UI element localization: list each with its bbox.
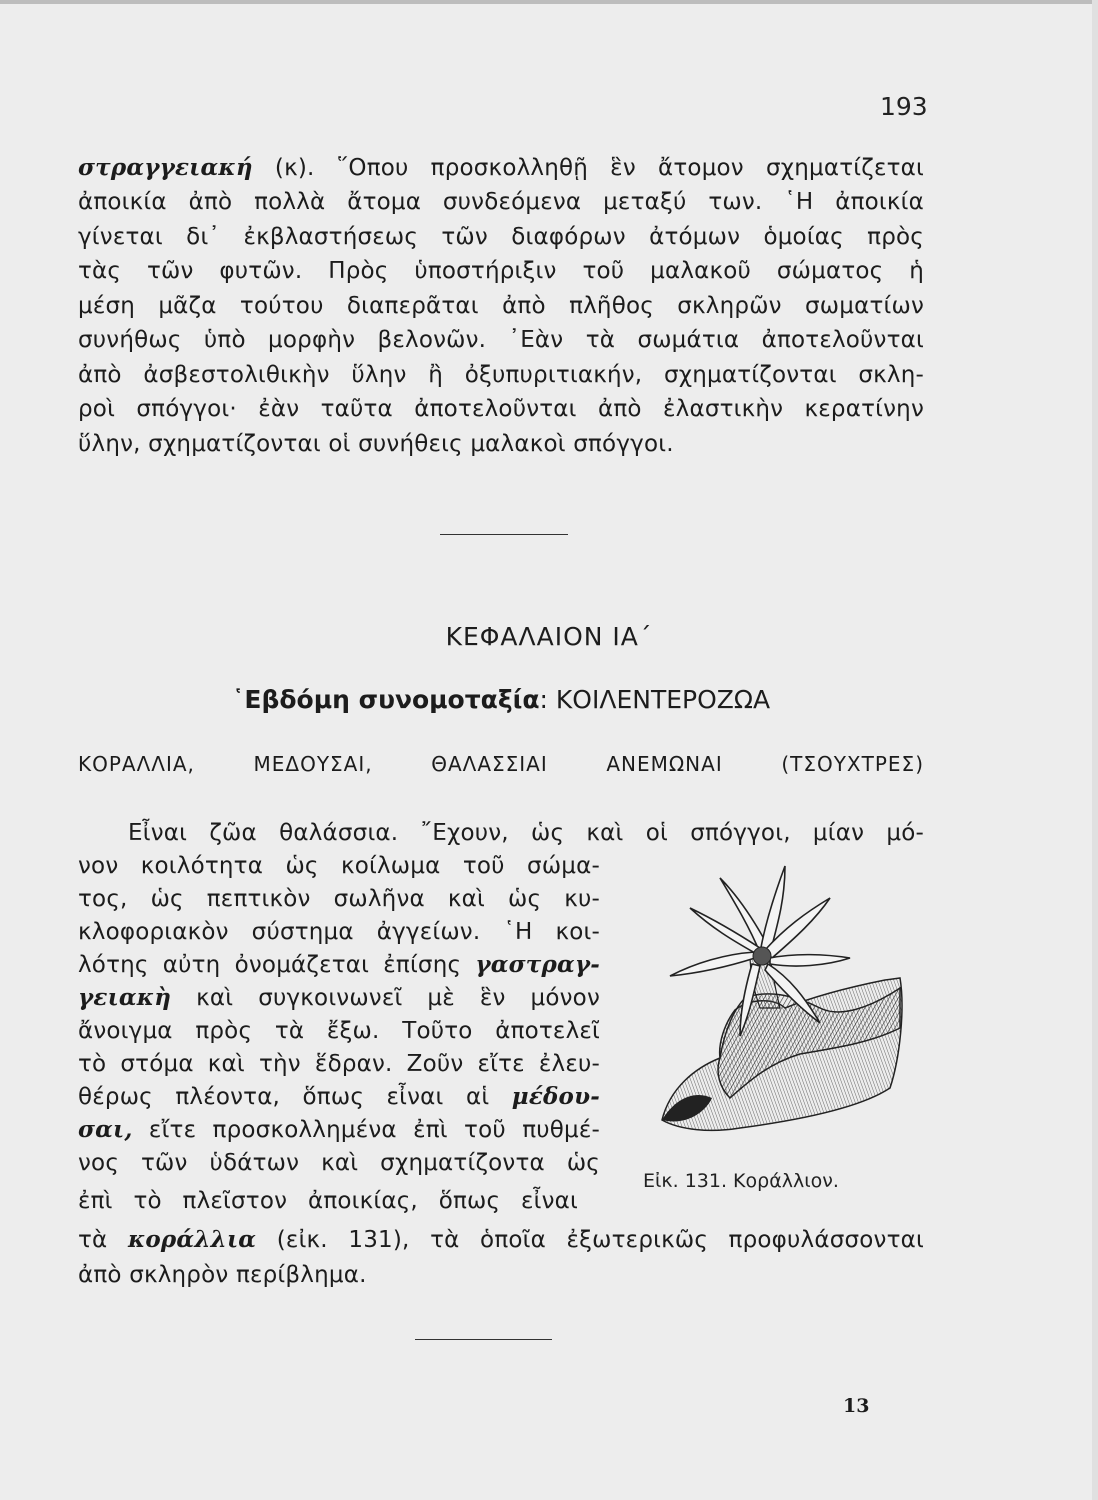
para2-line-8: τὸ στόμα καὶ τὴν ἕδραν. Ζοῦν εἴτε ἐλευ-: [78, 1051, 600, 1077]
para2-line-2: νον κοιλότητα ὡς κοίλωμα τοῦ σώμα-: [78, 853, 600, 879]
page-top-edge: [0, 0, 1098, 4]
para2-line-3: τος, ὡς πεπτικὸν σωλῆνα καὶ ὡς κυ-: [78, 886, 600, 912]
polyp-mouth: [753, 947, 771, 965]
para1-line-8: ροὶ σπόγγοι· ἐὰν ταῦτα ἀποτελοῦνται ἀπὸ ἐλαστικὴν κερατίνην: [78, 396, 924, 422]
para1-line-6: συνήθως ὑπὸ μορφὴν βελονῶν. ᾿Εὰν τὰ σωμάτια ἀποτελοῦνται: [78, 327, 924, 353]
para2-line-6: γειακὴ καὶ συγκοινωνεῖ μὲ ἓν μόνον: [78, 984, 600, 1011]
para1-line-9: ὕλην, σχηματίζονται οἱ συνήθεις μαλακοὶ σπόγγοι.: [78, 431, 674, 457]
para2-line-12: ἐπὶ τὸ πλεῖστον ἀποικίας, ὅπως εἶναι: [78, 1188, 578, 1214]
para2-line-7: ἄνοιγμα πρὸς τὰ ἔξω. Τοῦτο ἀποτελεῖ: [78, 1018, 600, 1044]
closing-divider: [415, 1339, 552, 1340]
term-medou: μέδου-: [511, 1083, 600, 1110]
para2-line-14: ἀπὸ σκληρὸν περίβλημα.: [78, 1262, 367, 1288]
term-korallia: κοράλλια: [127, 1226, 257, 1253]
para1-line-7: ἀπὸ ἀσβεστολιθικὴν ὕλην ἢ ὀξυπυριτιακήν, σχηματίζονται σκλη-: [78, 362, 924, 388]
printer-signature: 13: [843, 1395, 870, 1417]
para2-line-11: νος τῶν ὑδάτων καὶ σχηματίζοντα ὡς: [78, 1150, 600, 1176]
figure-caption: Εἰκ. 131. Κοράλλιον.: [643, 1170, 839, 1192]
para2-line-4: κλοφοριακὸν σύστημα ἀγγείων. ῾Η κοι-: [78, 919, 600, 945]
para2-line-13: τὰ κοράλλια (εἰκ. 131), τὰ ὁποῖα ἐξωτερικῶς προφυλάσσονται: [78, 1226, 924, 1253]
term-geiaki: γειακὴ: [78, 984, 172, 1011]
page-number: 193: [880, 92, 928, 121]
coral-illustration: [600, 858, 920, 1158]
para1-line-2: ἀποικία ἀπὸ πολλὰ ἄτομα συνδεόμενα μεταξύ των. ῾Η ἀποικία: [78, 189, 924, 215]
chapter-subtitle: ῾Εβδόμη συνομοταξία: ΚΟΙΛΕΝΤΕΡΟΖΩΑ: [231, 685, 771, 714]
para2-line-10: σαι, εἴτε προσκολλημένα ἐπὶ τοῦ πυθμέ-: [78, 1116, 600, 1143]
page-right-edge: [1092, 0, 1098, 1500]
term-gastragg: γαστραγ-: [475, 951, 600, 978]
para1-line-4: τὰς τῶν φυτῶν. Πρὸς ὑποστήριξιν τοῦ μαλακοῦ σώματος ἡ: [78, 258, 924, 284]
para1-line-1: στραγγειακή (κ). ῞Οπου προσκολληθῇ ἓν ἄτομον σχηματίζεται: [78, 154, 924, 181]
para2-line-1: Εἶναι ζῶα θαλάσσια. ῎Εχουν, ὡς καὶ οἱ σπόγγοι, μίαν μό-: [128, 820, 924, 846]
term-sai: σαι,: [78, 1116, 133, 1143]
para1-line-3: γίνεται δι᾽ ἐκβλαστήσεως τῶν διαφόρων ἀτόμων ὁμοίας πρὸς: [78, 224, 924, 250]
chapter-title: ΚΕΦΑΛΑΙΟΝ ΙΑ΄: [445, 622, 653, 651]
para2-line-5: λότης αὐτη ὀνομάζεται ἐπίσης γαστραγ-: [78, 951, 600, 978]
section-divider: [440, 534, 568, 535]
para1-line-5: μέση μᾶζα τούτου διαπερᾶται ἀπὸ πλῆθος σκληρῶν σωματίων: [78, 293, 924, 319]
term-strangeiaki: στραγγειακή: [78, 154, 253, 181]
chapter-topics: ΚΟΡΑΛΛΙΑ, ΜΕΔΟΥΣΑΙ, ΘΑΛΑΣΣΙΑΙ ΑΝΕΜΩΝΑΙ (ΤΣΟΥΧΤΡΕΣ): [78, 752, 924, 776]
para2-line-9: θέρως πλέοντα, ὅπως εἶναι αἱ μέδου-: [78, 1083, 600, 1110]
